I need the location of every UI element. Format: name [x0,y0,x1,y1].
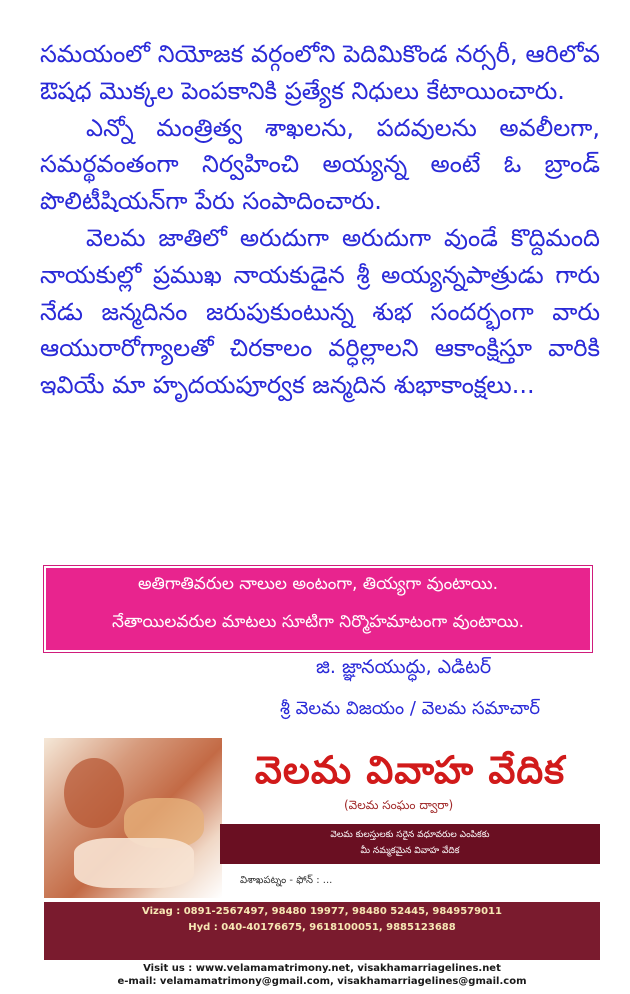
publication-name: శ్రీ వెలమ విజయం / వెలమ సమాచార్ [280,698,540,719]
article-body [40,36,600,404]
article-paragraph-3: వెలమ జాతిలో అరుదుగా అరుదుగా వుండే కొద్దిమంది నాయకుల్లో ప్రముఖ నాయకుడైన శ్రీ అయ్యన్నపాత్రుడు గారు నేడు జన్మదినం జరుపుకుంటున్న శుభ సందర్భంగా వారు ఆయురారోగ్యాలతో చిరకాలం వర్ధిల్లాలని ఆకాంక్షిస్తూ వారికి ఇవియే మా హృదయపూర్వక జన్మదిన శుభాకాంక్షలు... [40,223,600,400]
ad-tagline-1: వెలమ కులస్తులకు సరైన వధూవరుల ఎంపికకు [330,830,490,840]
article-paragraph-2: ఎన్నో మంత్రిత్వ శాఖలను, పదవులను అవలీలగా, సమర్థవంతంగా నిర్వహించి అయ్యన్న అంటే ఓ బ్రాండ్ పొలిటీషియన్‌గా పేరు సంపాదించారు. [40,113,600,216]
ad-address: విశాఖపట్నం - ఫోన్ : ... [240,875,333,886]
ad-tagline-banner [220,824,600,864]
quote-line-2: నేతాయిలవరుల మాటలు సూటిగా నిర్మొహమాటంగా వుంటాయి. [111,612,525,632]
article-paragraph-1: సమయంలో నియోజక వర్గంలోని పెదిమికొండ నర్సరీ, ఆరిలోవ ఔషధ మొక్కల పెంపకానికి ప్రత్యేక నిధులు కేటాయించారు. [40,40,600,105]
matrimony-advertisement [44,738,600,960]
ad-branch-hyd: Hyd : 040-40176675, 9618100051, 9885123688 [188,922,456,933]
quote-box [44,566,592,652]
ad-brand-title: వెలమ వివాహ వేదిక [254,748,566,792]
ad-subtitle: (వెలమ సంఘం ద్వారా) [344,798,454,812]
ad-branch-vizag: Vizag : 0891-2567497, 98480 19977, 98480 52445, 9849579011 [142,906,502,917]
wedding-photo [44,738,222,898]
editor-signature: జి. జ్ఞానయుద్ధు, ఎడిటర్ [316,656,492,678]
ad-tagline-2: మీ నమ్మకమైన వివాహ వేదిక [360,846,460,856]
ad-branches-banner [44,902,600,960]
ad-website: Visit us : www.velamamatrimony.net, visakhamarriagelines.net [143,963,501,974]
ad-email: e-mail: velamamatrimony@gmail.com, visakhamarriagelines@gmail.com [117,976,527,987]
quote-line-1: అతిగాతివరుల నాలుల అంటంగా, తియ్యగా వుంటాయి. [137,574,499,594]
